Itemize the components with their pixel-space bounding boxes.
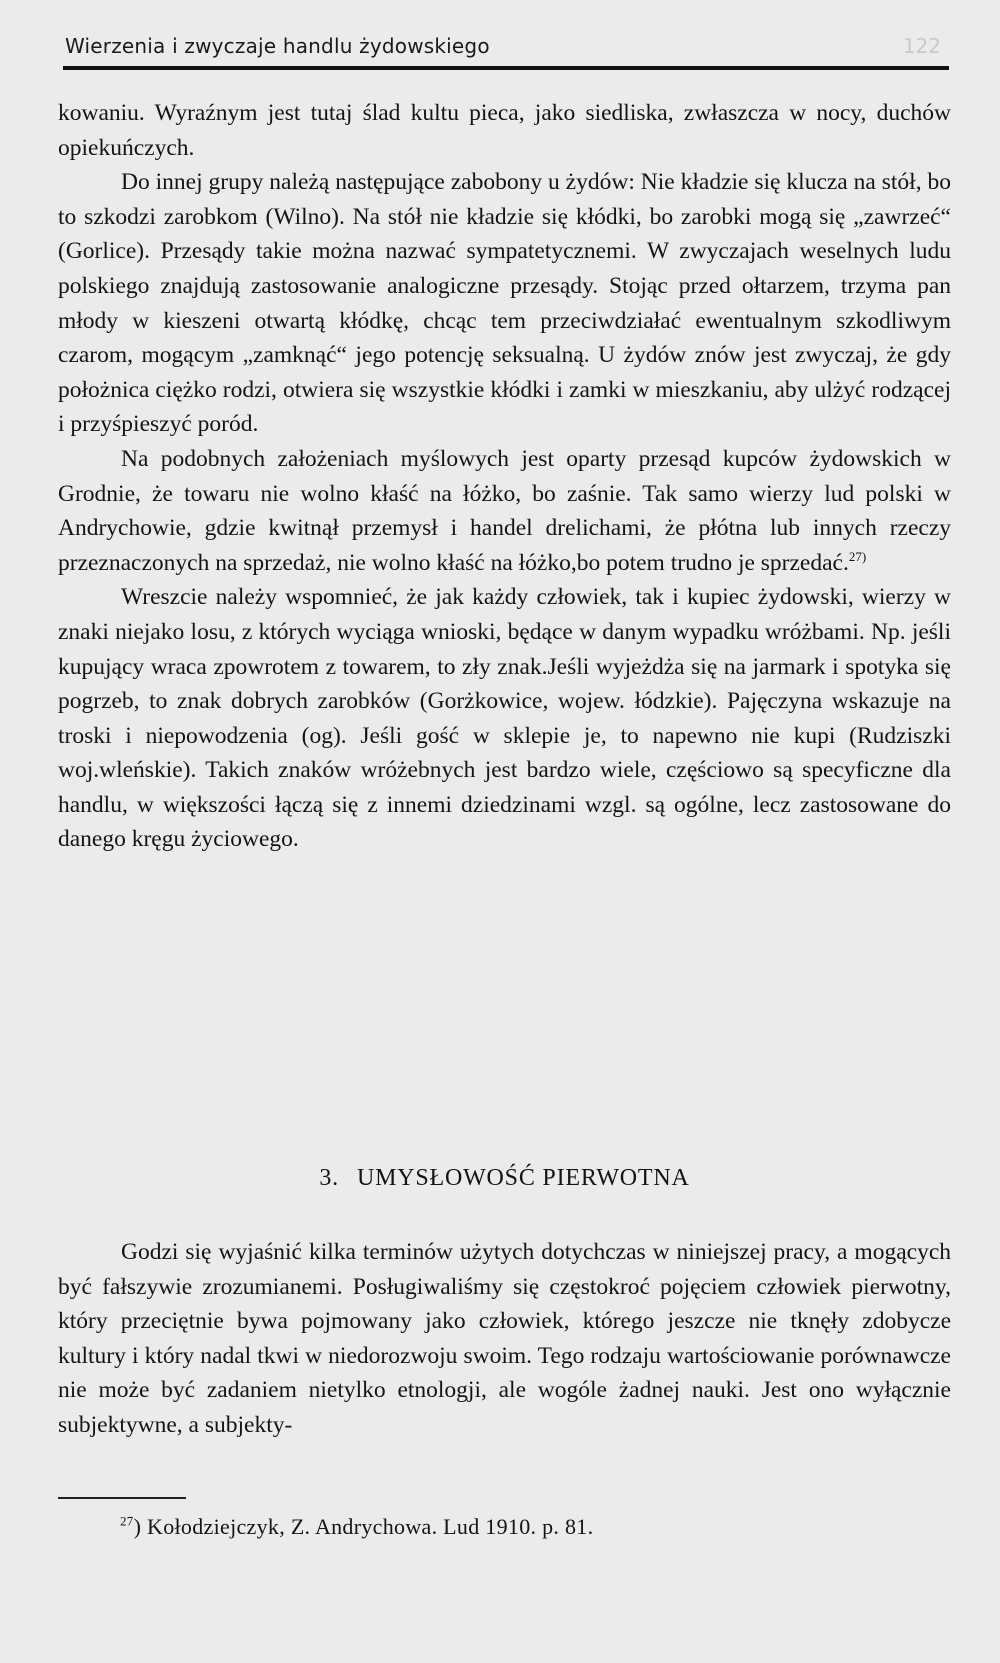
paragraph: Godzi się wyjaśnić kilka terminów użytych dotychczas w niniejszej pracy, a mogących być fałszywie zrozumianemi. Posługiwaliśmy się częstokroć pojęciem człowiek pierwotny, który przeciętnie bywa pojmowany jako człowiek, którego jeszcze nie tknęły zdobycze kultury i który nadal tkwi w niedorozwoju swoim. Tego rodzaju wartościowanie porównawcze nie może być zadaniem nietylko etnologji, ale wogóle żadnej nauki. Jest ono wyłącznie subjektywne, a subjekty- <box>58 1239 951 1438</box>
footnote-number: 27 <box>120 1513 134 1529</box>
footnote-text: ) Kołodziejczyk, Z. Andrychowa. Lud 1910. p. 81. <box>133 1514 594 1539</box>
section-body-text <box>58 1235 951 1443</box>
footnote <box>120 1512 593 1542</box>
header-rule <box>63 66 949 70</box>
paragraph: Wreszcie należy wspomnieć, że jak każdy człowiek, tak i kupiec żydowski, wierzy w znaki niejako losu, z których wyciąga wnioski, będące w danym wypadku wróżbami. Np. jeśli kupujący wraca zpowrotem z towarem, to zły znak.Jeśli wyjeżdża się na jarmark i spotyka się pogrzeb, to znak dobrych zarobków (Gorżkowice, wojew. łódzkie). Pajęczyna wskazuje na troski i niepowodzenia (og). Jeśli gość w sklepie je, to napewno nie kupi (Rudziszki woj.wleńskie). Takich znaków wróżebnych jest bardzo wiele, częściowo są specyficzne dla handlu, w większości łączą się z innemi dziedzinami wzgl. są ogólne, lecz zastosowane do danego kręgu życiowego. <box>58 584 951 853</box>
running-title: Wierzenia i zwyczaje handlu żydowskiego <box>65 34 490 58</box>
body-text <box>58 96 951 857</box>
paragraph-text: Na podobnych założeniach myślowych jest oparty przesąd kupców żydowskich w Grodnie, że towaru nie wolno kłaść na łóżko, bo zaśnie. Tak samo wierzy lud polski w Andrychowie, gdzie kwitnął przemysł i handel drelichami, że płótna lub innych rzeczy przeznaczonych na sprzedaż, nie wolno kłaść na łóżko,bo potem trudno je sprzedać. <box>58 445 951 576</box>
section-number: 3. <box>319 1165 339 1191</box>
page-number: 122 <box>902 34 941 58</box>
footnote-rule <box>58 1497 186 1499</box>
paragraph: Do innej grupy należą następujące zabobony u żydów: Nie kładzie się klucza na stół, bo to szkodzi zarobkom (Wilno). Na stół nie kładzie się kłódki, bo zarobki mogą się „zawrzeć“ (Gorlice). Przesądy takie można nazwać sympatetycznemi. W zwyczajach weselnych ludu polskiego znajdują zastosowanie analogiczne przesądy. Stojąc przed ołtarzem, trzyma pan młody w kieszeni otwartą kłódkę, chcąc tem przeciwdziałać ewentualnym szkodliwym czarom, mogącym „zamknąć“ jego potencję seksualną. U żydów znów jest zwyczaj, że gdy położnica ciężko rodzi, otwiera się wszystkie kłódki i zamki w mieszkaniu, aby ulżyć rodzącej i przyśpieszyć poród. <box>58 169 951 438</box>
footnote-ref: 27) <box>848 548 867 564</box>
paragraph <box>58 442 951 580</box>
section-title: UMYSŁOWOŚĆ PIERWOTNA <box>356 1165 690 1191</box>
paragraph: kowaniu. Wyraźnym jest tutaj ślad kultu pieca, jako siedliska, zwłaszcza w nocy, duchów opiekuńczych. <box>58 100 951 161</box>
running-header <box>63 30 943 74</box>
section-heading <box>58 1165 951 1192</box>
